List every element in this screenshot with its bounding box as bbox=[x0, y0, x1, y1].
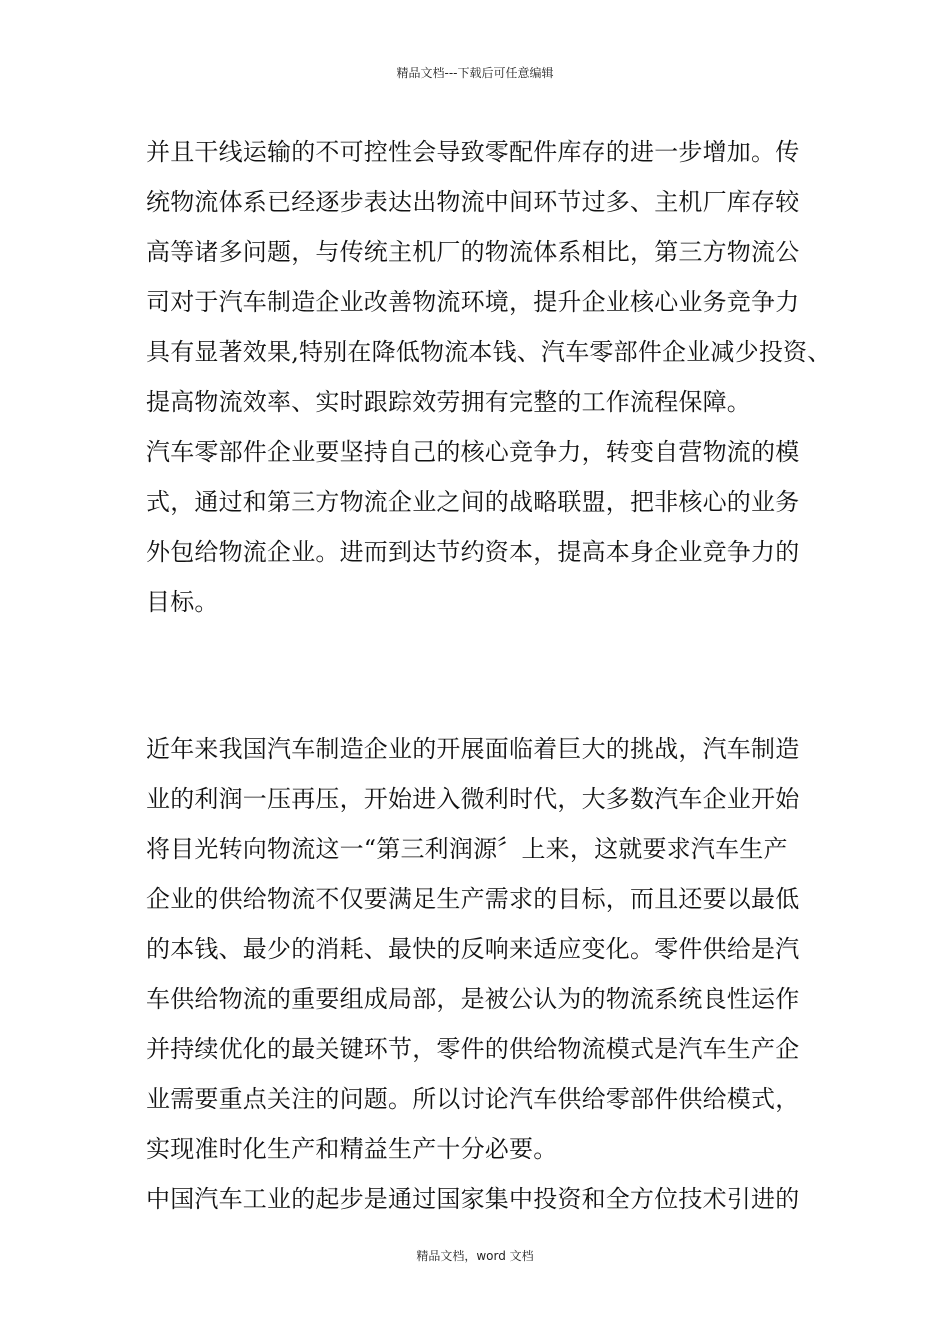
text-line: 实现准时化生产和精益生产十分必要。 bbox=[146, 1135, 558, 1163]
text-line: 司对于汽车制造企业改善物流环境，提升企业核心业务竞争力 bbox=[146, 288, 800, 316]
paragraph-block-2 bbox=[146, 724, 836, 1224]
text-line: 汽车零部件企业要坚持自己的核心竞争力，转变自营物流的模 bbox=[146, 438, 800, 466]
text-line: 车供给物流的重要组成局部，是被公认为的物流系统良性运作 bbox=[146, 985, 800, 1013]
text-line: 近年来我国汽车制造企业的开展面临着巨大的挑战，汽车制造 bbox=[146, 735, 800, 763]
paragraph-block-1 bbox=[146, 127, 836, 627]
text-line: 业的利润一压再压，开始进入微利时代，大多数汽车企业开始 bbox=[146, 785, 800, 813]
text-line: 中国汽车工业的起步是通过国家集中投资和全方位技术引进的 bbox=[146, 1185, 800, 1213]
text-line: 并持续优化的最关键环节，零件的供给物流模式是汽车生产企 bbox=[146, 1035, 800, 1063]
text-line: 目标。 bbox=[146, 588, 219, 616]
text-line: 的本钱、最少的消耗、最快的反响来适应变化。零件供给是汽 bbox=[146, 935, 800, 963]
text-line: 提高物流效率、实时跟踪效劳拥有完整的工作流程保障。 bbox=[146, 388, 751, 416]
page-header: 精品文档---下载后可任意编辑 bbox=[396, 66, 554, 80]
text-line: 式，通过和第三方物流企业之间的战略联盟，把非核心的业务 bbox=[146, 488, 800, 516]
page-footer: 精品文档，word 文档 bbox=[416, 1249, 534, 1263]
text-line: 外包给物流企业。进而到达节约资本，提高本身企业竞争力的 bbox=[146, 538, 800, 566]
text-line: 将目光转向物流这一“第三利润源〞上来，这就要求汽车生产 bbox=[146, 835, 788, 863]
text-line: 统物流体系已经逐步表达出物流中间环节过多、主机厂库存较 bbox=[146, 188, 800, 216]
text-line: 企业的供给物流不仅要满足生产需求的目标，而且还要以最低 bbox=[146, 885, 800, 913]
text-line: 高等诸多问题，与传统主机厂的物流体系相比，第三方物流公 bbox=[146, 238, 800, 266]
text-line: 具有显著效果,特别在降低物流本钱、汽车零部件企业减少投资、 bbox=[146, 338, 832, 366]
text-line: 并且干线运输的不可控性会导致零配件库存的进一步增加。传 bbox=[146, 138, 800, 166]
text-line: 业需要重点关注的问题。所以讨论汽车供给零部件供给模式， bbox=[146, 1085, 800, 1113]
